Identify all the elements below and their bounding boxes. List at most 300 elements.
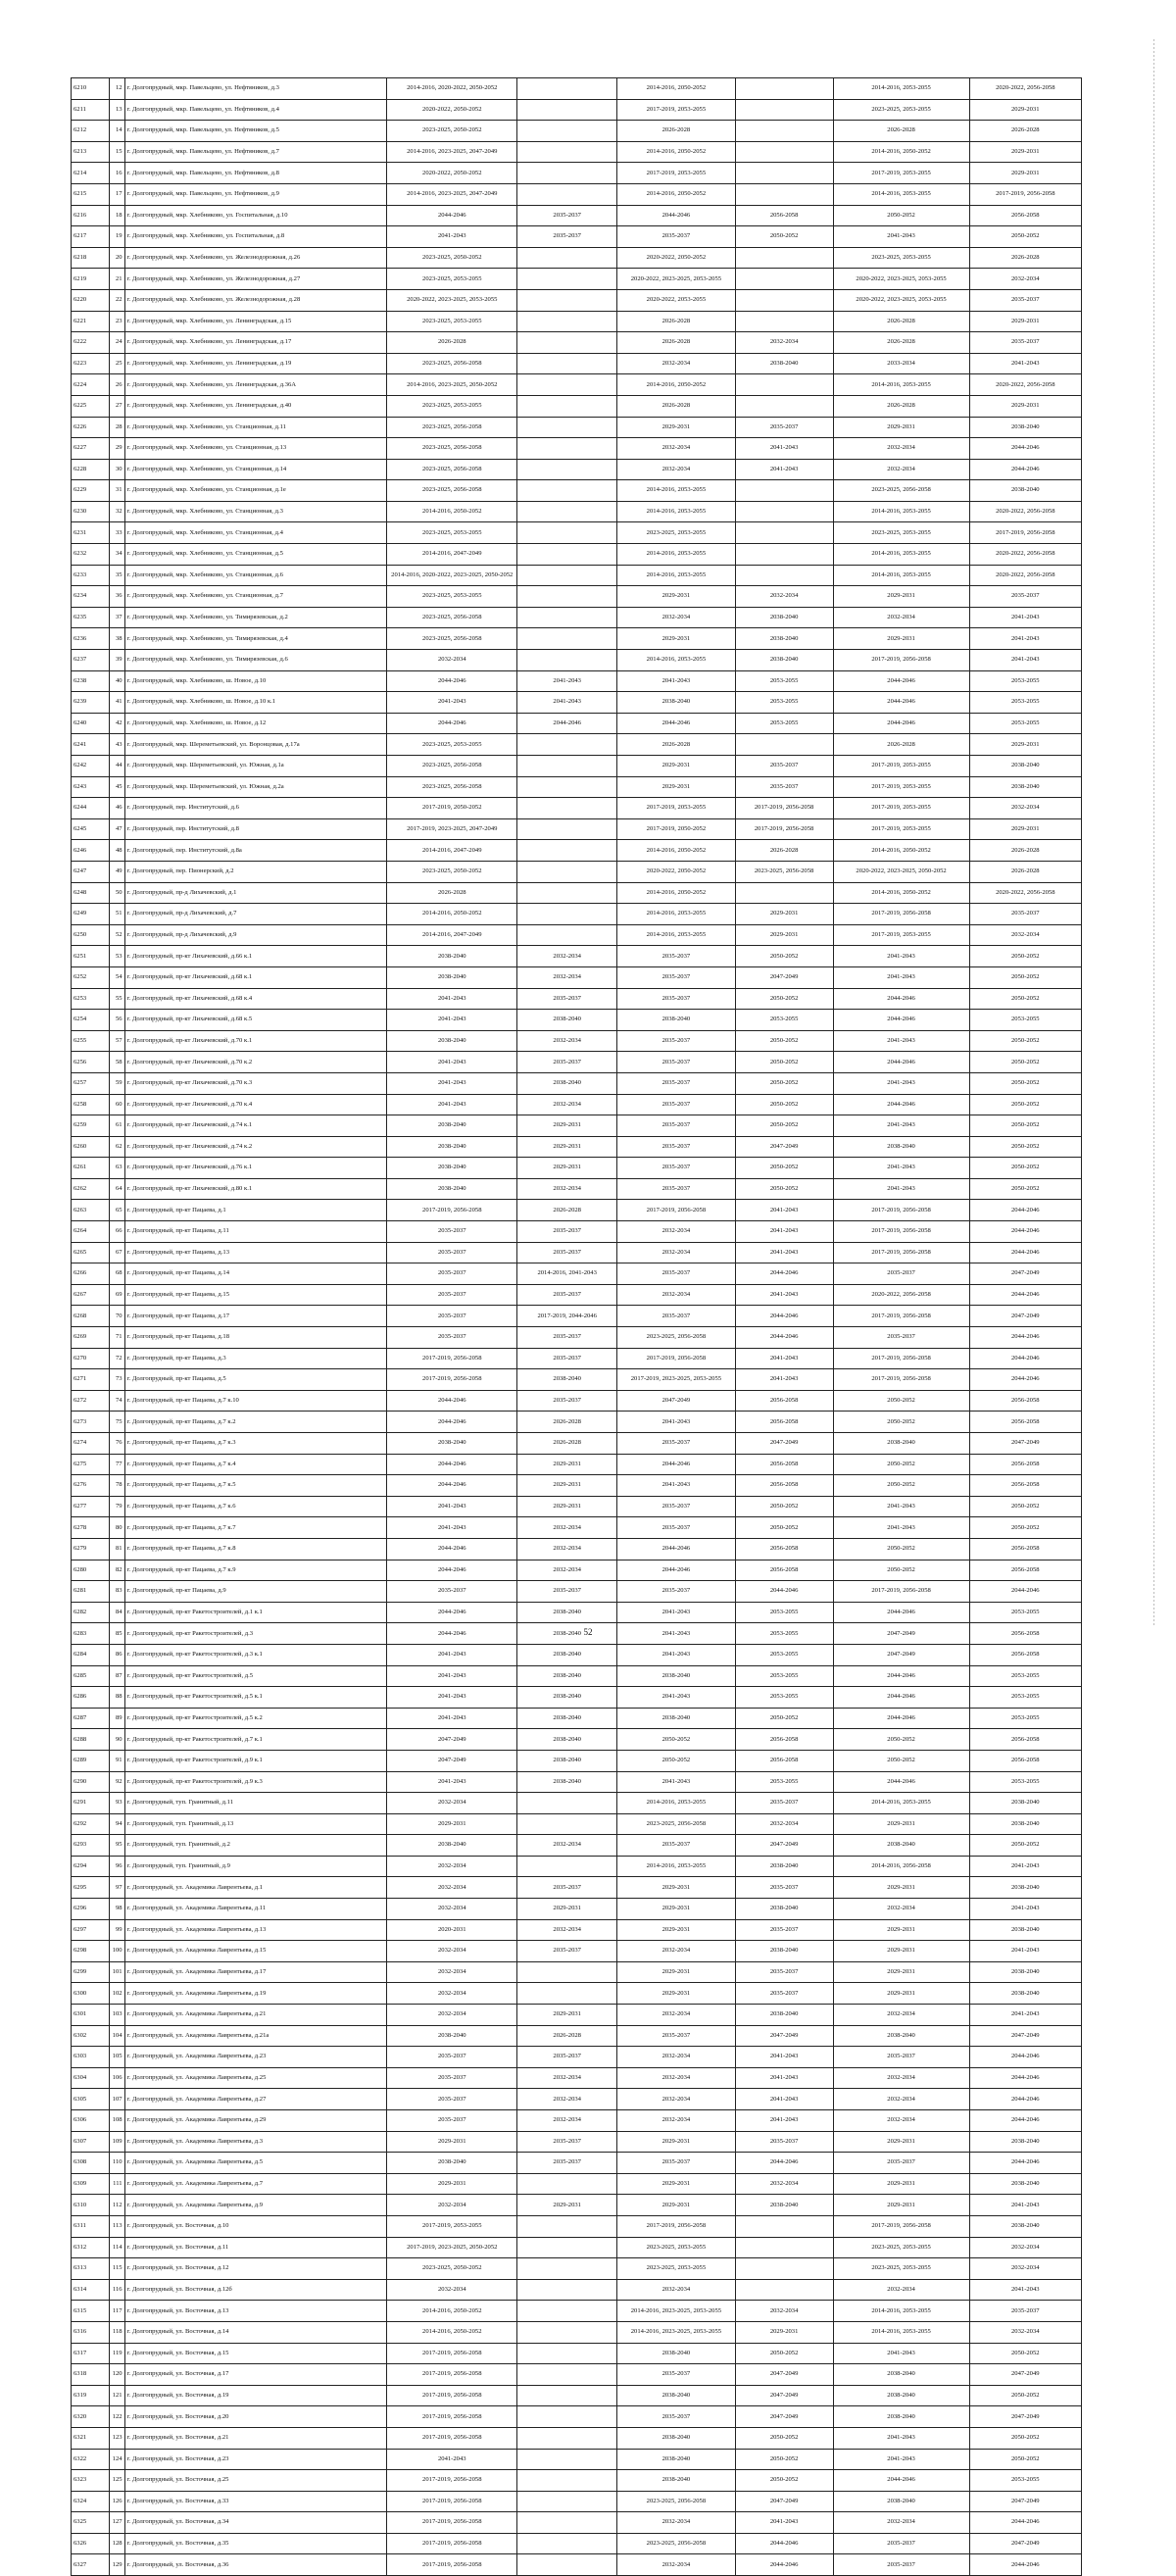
- period-col-4: 2041-2043: [735, 1284, 833, 1306]
- period-col-1: 2038-2040: [387, 1835, 517, 1857]
- period-col-5: 2044-2046: [833, 1010, 969, 1031]
- table-row: [72, 501, 1082, 522]
- table-row: [72, 2321, 1082, 2343]
- period-col-6: 2017-2019, 2056-2058: [969, 183, 1081, 205]
- period-col-2: [517, 121, 617, 142]
- row-number: 128: [110, 2533, 124, 2554]
- period-col-6: 2044-2046: [969, 2089, 1081, 2110]
- period-col-5: 2029-2031: [833, 2131, 969, 2153]
- period-col-3: 2041-2043: [617, 1412, 736, 1433]
- row-id: 6276: [72, 1475, 110, 1497]
- period-col-6: 2041-2043: [969, 628, 1081, 650]
- row-id: 6320: [72, 2406, 110, 2428]
- period-col-5: 2032-2034: [833, 2089, 969, 2110]
- period-col-6: 2044-2046: [969, 459, 1081, 480]
- period-col-5: 2044-2046: [833, 713, 969, 734]
- row-id: 6243: [72, 776, 110, 798]
- address-cell: г. Долгопрудный, мкр. Хлебниково, ул. Ленинградская, д.36А: [124, 374, 387, 396]
- period-col-5: 2029-2031: [833, 1983, 969, 2005]
- period-col-6: 2041-2043: [969, 353, 1081, 374]
- address-cell: г. Долгопрудный, ул. Восточная, д.12: [124, 2258, 387, 2280]
- table-row: [72, 2533, 1082, 2554]
- period-col-2: 2029-2031: [517, 1158, 617, 1179]
- period-col-3: 2029-2031: [617, 756, 736, 777]
- period-col-5: 2044-2046: [833, 1094, 969, 1115]
- period-col-2: [517, 2427, 617, 2449]
- period-col-3: 2032-2034: [617, 2110, 736, 2132]
- table-row: [72, 78, 1082, 100]
- row-id: 6257: [72, 1072, 110, 1094]
- address-cell: г. Долгопрудный, мкр. Хлебниково, ул. Станционная, д.7: [124, 586, 387, 608]
- row-id: 6278: [72, 1517, 110, 1539]
- period-col-1: 2044-2046: [387, 205, 517, 226]
- period-col-6: 2044-2046: [969, 2067, 1081, 2089]
- table-row: [72, 1856, 1082, 1877]
- period-col-5: 2038-2040: [833, 2491, 969, 2512]
- period-col-6: 2026-2028: [969, 861, 1081, 882]
- period-col-4: 2047-2049: [735, 2491, 833, 2512]
- period-col-6: 2044-2046: [969, 1581, 1081, 1603]
- row-number: 121: [110, 2385, 124, 2406]
- period-col-1: 2038-2040: [387, 946, 517, 967]
- table-row: [72, 1306, 1082, 1327]
- period-col-3: 2029-2031: [617, 417, 736, 438]
- period-col-6: 2047-2049: [969, 2025, 1081, 2047]
- row-number: 41: [110, 692, 124, 714]
- period-col-1: 2035-2037: [387, 2067, 517, 2089]
- row-id: 6245: [72, 818, 110, 840]
- table-row: [72, 1263, 1082, 1285]
- period-col-6: 2029-2031: [969, 311, 1081, 332]
- address-cell: г. Долгопрудный, ул. Восточная, д.36: [124, 2554, 387, 2576]
- period-col-4: 2035-2037: [735, 2131, 833, 2153]
- table-row: [72, 1412, 1082, 1433]
- period-col-5: 2020-2022, 2023-2025, 2050-2052: [833, 861, 969, 882]
- row-number: 119: [110, 2343, 124, 2364]
- period-col-6: 2050-2052: [969, 1136, 1081, 1158]
- address-cell: г. Долгопрудный, пр-кт Пацаева, д.7 к.10: [124, 1390, 387, 1412]
- period-col-6: 2050-2052: [969, 1052, 1081, 1073]
- period-col-5: 2029-2031: [833, 628, 969, 650]
- period-col-6: 2035-2037: [969, 2301, 1081, 2322]
- address-cell: г. Долгопрудный, мкр. Хлебниково, ул. Станционная, д.6: [124, 565, 387, 586]
- row-number: 63: [110, 1158, 124, 1179]
- period-col-2: [517, 353, 617, 374]
- period-col-5: 2050-2052: [833, 1454, 969, 1475]
- address-cell: г. Долгопрудный, мкр. Павельцево, ул. Нефтяников, д.3: [124, 78, 387, 100]
- row-number: 98: [110, 1899, 124, 1920]
- period-col-3: 2035-2037: [617, 2406, 736, 2428]
- period-col-4: 2047-2049: [735, 2364, 833, 2386]
- row-id: 6247: [72, 861, 110, 882]
- period-col-1: 2041-2043: [387, 1687, 517, 1709]
- period-col-3: 2044-2046: [617, 1538, 736, 1560]
- table-row: [72, 586, 1082, 608]
- row-id: 6302: [72, 2025, 110, 2047]
- address-cell: г. Долгопрудный, ул. Академика Лаврентьева, д.27: [124, 2089, 387, 2110]
- address-cell: г. Долгопрудный, туп. Гранитный, д.9: [124, 1856, 387, 1877]
- row-number: 106: [110, 2067, 124, 2089]
- period-col-3: 2035-2037: [617, 966, 736, 988]
- row-number: 103: [110, 2005, 124, 2026]
- row-number: 87: [110, 1665, 124, 1687]
- period-col-3: 2014-2016, 2053-2055: [617, 544, 736, 566]
- period-col-5: 2032-2034: [833, 1899, 969, 1920]
- table-row: [72, 776, 1082, 798]
- period-col-2: 2029-2031: [517, 1496, 617, 1517]
- period-col-1: 2041-2043: [387, 1072, 517, 1094]
- table-row: [72, 692, 1082, 714]
- table-body: [72, 78, 1082, 2576]
- period-col-3: 2020-2022, 2023-2025, 2053-2055: [617, 269, 736, 290]
- period-col-3: 2014-2016, 2053-2055: [617, 1856, 736, 1877]
- period-col-2: [517, 311, 617, 332]
- address-cell: г. Долгопрудный, ул. Академика Лаврентьева, д.23: [124, 2047, 387, 2068]
- row-id: 6229: [72, 480, 110, 502]
- period-col-4: 2050-2052: [735, 1517, 833, 1539]
- period-col-3: 2038-2040: [617, 2470, 736, 2492]
- period-col-4: 2053-2055: [735, 670, 833, 692]
- address-cell: г. Долгопрудный, пр-кт Лихачевский, д.80 к.1: [124, 1178, 387, 1200]
- address-cell: г. Долгопрудный, пр-кт Пацаева, д.7 к.4: [124, 1454, 387, 1475]
- period-col-6: 2050-2052: [969, 2385, 1081, 2406]
- period-col-3: 2035-2037: [617, 1178, 736, 1200]
- period-col-1: 2023-2025, 2056-2058: [387, 607, 517, 628]
- period-col-2: [517, 2406, 617, 2428]
- row-id: 6210: [72, 78, 110, 100]
- period-col-1: 2023-2025, 2050-2052: [387, 2258, 517, 2280]
- period-col-1: 2023-2025, 2053-2055: [387, 734, 517, 756]
- period-col-3: 2032-2034: [617, 2279, 736, 2301]
- row-id: 6299: [72, 1961, 110, 1983]
- period-col-5: 2041-2043: [833, 1030, 969, 1052]
- table-row: [72, 1983, 1082, 2005]
- row-number: 71: [110, 1327, 124, 1349]
- row-id: 6324: [72, 2491, 110, 2512]
- period-col-1: 2038-2040: [387, 1115, 517, 1137]
- address-cell: г. Долгопрудный, мкр. Хлебниково, ул. Станционная, д.4: [124, 522, 387, 544]
- table-row: [72, 2195, 1082, 2216]
- period-col-3: 2017-2019, 2053-2055: [617, 163, 736, 184]
- period-col-5: 2041-2043: [833, 946, 969, 967]
- period-col-4: 2050-2052: [735, 1496, 833, 1517]
- period-col-3: 2041-2043: [617, 670, 736, 692]
- scan-edge: [1153, 39, 1154, 1627]
- period-col-5: 2029-2031: [833, 1941, 969, 1962]
- address-cell: г. Долгопрудный, мкр. Хлебниково, ул. Госпитальная, д.8: [124, 226, 387, 248]
- address-cell: г. Долгопрудный, пер. Институтский, д.6: [124, 798, 387, 819]
- period-col-5: 2035-2037: [833, 2554, 969, 2576]
- period-col-3: 2017-2019, 2056-2058: [617, 2215, 736, 2237]
- row-number: 37: [110, 607, 124, 628]
- address-cell: г. Долгопрудный, пр-кт Ракетостроителей, д.9 к.1: [124, 1750, 387, 1771]
- row-id: 6264: [72, 1221, 110, 1243]
- period-col-5: 2029-2031: [833, 1877, 969, 1899]
- period-col-6: 2044-2046: [969, 2153, 1081, 2174]
- period-col-6: 2029-2031: [969, 99, 1081, 121]
- period-col-3: 2023-2025, 2056-2058: [617, 1327, 736, 1349]
- period-col-5: 2033-2034: [833, 353, 969, 374]
- period-col-5: 2014-2016, 2053-2055: [833, 1793, 969, 1814]
- address-cell: г. Долгопрудный, мкр. Хлебниково, ул. Станционная, д.1е: [124, 480, 387, 502]
- period-col-4: 2032-2034: [735, 1813, 833, 1835]
- period-col-3: 2032-2034: [617, 1941, 736, 1962]
- row-id: 6260: [72, 1136, 110, 1158]
- table-row: [72, 2173, 1082, 2195]
- period-col-6: 2041-2043: [969, 2005, 1081, 2026]
- address-cell: г. Долгопрудный, пр-кт Ракетостроителей, д.3 к.1: [124, 1644, 387, 1665]
- row-id: 6248: [72, 882, 110, 904]
- row-number: 13: [110, 99, 124, 121]
- table-row: [72, 1072, 1082, 1094]
- period-col-2: [517, 2512, 617, 2534]
- period-col-6: 2020-2022, 2056-2058: [969, 882, 1081, 904]
- period-col-4: 2056-2058: [735, 1729, 833, 1751]
- address-cell: г. Долгопрудный, пр-кт Пацаева, д.7 к.2: [124, 1412, 387, 1433]
- period-col-1: 2044-2046: [387, 1560, 517, 1581]
- period-col-4: [735, 311, 833, 332]
- period-col-6: 2038-2040: [969, 480, 1081, 502]
- address-cell: г. Долгопрудный, мкр. Хлебниково, ул. Тимирязевская, д.6: [124, 650, 387, 671]
- period-col-5: 2050-2052: [833, 1538, 969, 1560]
- period-col-1: 2026-2028: [387, 332, 517, 354]
- period-col-2: 2035-2037: [517, 2153, 617, 2174]
- period-col-4: 2032-2034: [735, 586, 833, 608]
- period-col-2: 2035-2037: [517, 2131, 617, 2153]
- table-row: [72, 2491, 1082, 2512]
- period-col-1: 2041-2043: [387, 2449, 517, 2470]
- period-col-3: 2038-2040: [617, 2427, 736, 2449]
- period-col-6: 2035-2037: [969, 904, 1081, 925]
- row-number: 127: [110, 2512, 124, 2534]
- table-row: [72, 99, 1082, 121]
- period-col-1: 2023-2025, 2053-2055: [387, 395, 517, 417]
- period-col-4: 2035-2037: [735, 417, 833, 438]
- address-cell: г. Долгопрудный, ул. Восточная, д.19: [124, 2385, 387, 2406]
- period-col-6: 2056-2058: [969, 1538, 1081, 1560]
- period-col-6: 2032-2034: [969, 2237, 1081, 2258]
- period-col-1: 2023-2025, 2053-2055: [387, 269, 517, 290]
- address-cell: г. Долгопрудный, туп. Гранитный, д.11: [124, 1793, 387, 1814]
- period-col-1: 2041-2043: [387, 226, 517, 248]
- row-number: 58: [110, 1052, 124, 1073]
- row-id: 6289: [72, 1750, 110, 1771]
- period-col-6: 2050-2052: [969, 2343, 1081, 2364]
- period-col-3: 2032-2034: [617, 2089, 736, 2110]
- address-cell: г. Долгопрудный, пер. Институтский, д.8: [124, 818, 387, 840]
- period-col-5: 2044-2046: [833, 1708, 969, 1729]
- row-number: 104: [110, 2025, 124, 2047]
- period-col-4: [735, 289, 833, 311]
- period-col-4: [735, 163, 833, 184]
- table-row: [72, 798, 1082, 819]
- period-col-1: 2023-2025, 2056-2058: [387, 353, 517, 374]
- period-col-4: 2050-2052: [735, 226, 833, 248]
- period-col-4: 2041-2043: [735, 1348, 833, 1369]
- row-id: 6327: [72, 2554, 110, 2576]
- period-col-2: 2041-2043: [517, 692, 617, 714]
- period-col-6: 2044-2046: [969, 1348, 1081, 1369]
- period-col-2: [517, 78, 617, 100]
- period-col-5: 2035-2037: [833, 1263, 969, 1285]
- period-col-6: 2029-2031: [969, 395, 1081, 417]
- period-col-6: 2038-2040: [969, 2173, 1081, 2195]
- period-col-2: [517, 2215, 617, 2237]
- period-col-4: 2056-2058: [735, 205, 833, 226]
- period-col-2: [517, 924, 617, 946]
- period-col-6: 2038-2040: [969, 776, 1081, 798]
- row-number: 32: [110, 501, 124, 522]
- row-id: 6254: [72, 1010, 110, 1031]
- address-cell: г. Долгопрудный, ул. Академика Лаврентьева, д.1: [124, 1877, 387, 1899]
- period-col-2: [517, 438, 617, 460]
- period-col-4: 2044-2046: [735, 1306, 833, 1327]
- row-id: 6224: [72, 374, 110, 396]
- period-col-4: 2050-2052: [735, 2470, 833, 2492]
- period-col-4: [735, 734, 833, 756]
- address-cell: г. Долгопрудный, пр-кт Пацаева, д.7 к.9: [124, 1560, 387, 1581]
- table-row: [72, 1242, 1082, 1263]
- period-col-5: 2014-2016, 2053-2055: [833, 501, 969, 522]
- period-col-1: 2020-2022, 2050-2052: [387, 99, 517, 121]
- period-col-6: 2038-2040: [969, 1813, 1081, 1835]
- period-col-2: 2035-2037: [517, 1390, 617, 1412]
- row-id: 6314: [72, 2279, 110, 2301]
- row-id: 6287: [72, 1708, 110, 1729]
- period-col-6: 2050-2052: [969, 1094, 1081, 1115]
- row-number: 77: [110, 1454, 124, 1475]
- address-cell: г. Долгопрудный, мкр. Хлебниково, ул. Госпитальная, д.10: [124, 205, 387, 226]
- table-row: [72, 1369, 1082, 1391]
- table-row: [72, 1158, 1082, 1179]
- period-col-5: 2017-2019, 2056-2058: [833, 904, 969, 925]
- row-id: 6280: [72, 1560, 110, 1581]
- period-col-2: [517, 2470, 617, 2492]
- period-col-2: 2032-2034: [517, 1560, 617, 1581]
- table-row: [72, 1750, 1082, 1771]
- period-col-6: 2032-2034: [969, 798, 1081, 819]
- period-col-1: 2041-2043: [387, 1665, 517, 1687]
- period-col-3: 2035-2037: [617, 2025, 736, 2047]
- table-row: [72, 1729, 1082, 1751]
- period-col-1: 2032-2034: [387, 2005, 517, 2026]
- period-col-5: 2032-2034: [833, 607, 969, 628]
- table-row: [72, 1644, 1082, 1665]
- period-col-2: 2038-2040: [517, 1665, 617, 1687]
- period-col-6: 2020-2022, 2056-2058: [969, 374, 1081, 396]
- address-cell: г. Долгопрудный, пр-кт Ракетостроителей, д.1 к.1: [124, 1602, 387, 1623]
- address-cell: г. Долгопрудный, ул. Восточная, д.21: [124, 2427, 387, 2449]
- period-col-3: 2041-2043: [617, 1771, 736, 1793]
- period-col-5: 2032-2034: [833, 2005, 969, 2026]
- period-col-4: 2053-2055: [735, 1602, 833, 1623]
- address-cell: г. Долгопрудный, ул. Академика Лаврентьева, д.7: [124, 2173, 387, 2195]
- period-col-1: 2023-2025, 2056-2058: [387, 776, 517, 798]
- period-col-6: 2053-2055: [969, 2470, 1081, 2492]
- period-col-6: 2053-2055: [969, 713, 1081, 734]
- table-row: [72, 2047, 1082, 2068]
- period-col-3: 2020-2022, 2053-2055: [617, 289, 736, 311]
- address-cell: г. Долгопрудный, пр-кт Пацаева, д.7 к.6: [124, 1496, 387, 1517]
- table-row: [72, 607, 1082, 628]
- address-cell: г. Долгопрудный, мкр. Хлебниково, ул. Тимирязевская, д.2: [124, 607, 387, 628]
- period-col-3: 2035-2037: [617, 1835, 736, 1857]
- row-id: 6218: [72, 247, 110, 269]
- period-col-2: [517, 586, 617, 608]
- period-col-6: 2050-2052: [969, 988, 1081, 1010]
- row-number: 91: [110, 1750, 124, 1771]
- period-col-1: 2017-2019, 2056-2058: [387, 2427, 517, 2449]
- period-col-4: 2035-2037: [735, 1961, 833, 1983]
- row-id: 6219: [72, 269, 110, 290]
- period-col-1: 2017-2019, 2053-2055: [387, 2215, 517, 2237]
- period-col-1: 2017-2019, 2056-2058: [387, 2364, 517, 2386]
- address-cell: г. Долгопрудный, ул. Академика Лаврентьева, д.11: [124, 1899, 387, 1920]
- period-col-6: 2026-2028: [969, 121, 1081, 142]
- period-col-3: 2044-2046: [617, 713, 736, 734]
- period-col-5: 2014-2016, 2053-2055: [833, 183, 969, 205]
- period-col-1: 2017-2019, 2056-2058: [387, 2512, 517, 2534]
- period-col-4: 2050-2052: [735, 1115, 833, 1137]
- period-col-3: 2023-2025, 2056-2058: [617, 1813, 736, 1835]
- row-id: 6295: [72, 1877, 110, 1899]
- period-col-5: 2044-2046: [833, 1771, 969, 1793]
- period-col-5: 2044-2046: [833, 1665, 969, 1687]
- address-cell: г. Долгопрудный, ул. Академика Лаврентьева, д.9: [124, 2195, 387, 2216]
- period-col-1: 2014-2016, 2020-2022, 2050-2052: [387, 78, 517, 100]
- period-col-4: 2044-2046: [735, 2554, 833, 2576]
- period-col-1: 2044-2046: [387, 713, 517, 734]
- period-col-4: 2038-2040: [735, 1941, 833, 1962]
- table-row: [72, 1581, 1082, 1603]
- period-col-6: 2044-2046: [969, 1369, 1081, 1391]
- period-col-2: 2035-2037: [517, 226, 617, 248]
- address-cell: г. Долгопрудный, мкр. Хлебниково, ул. Станционная, д.3: [124, 501, 387, 522]
- period-col-4: [735, 501, 833, 522]
- period-col-2: [517, 501, 617, 522]
- period-col-5: 2050-2052: [833, 1390, 969, 1412]
- period-col-3: 2035-2037: [617, 1158, 736, 1179]
- period-col-5: 2014-2016, 2053-2055: [833, 544, 969, 566]
- row-id: 6315: [72, 2301, 110, 2322]
- address-cell: г. Долгопрудный, ул. Восточная, д.10: [124, 2215, 387, 2237]
- row-number: 78: [110, 1475, 124, 1497]
- period-col-4: 2041-2043: [735, 438, 833, 460]
- table-row: [72, 183, 1082, 205]
- row-id: 6285: [72, 1665, 110, 1687]
- row-id: 6213: [72, 141, 110, 163]
- row-id: 6293: [72, 1835, 110, 1857]
- table-row: [72, 1877, 1082, 1899]
- period-col-2: 2038-2040: [517, 1623, 617, 1645]
- period-col-2: [517, 99, 617, 121]
- row-number: 35: [110, 565, 124, 586]
- row-number: 80: [110, 1517, 124, 1539]
- period-col-5: 2017-2019, 2053-2055: [833, 818, 969, 840]
- period-col-5: 2041-2043: [833, 2449, 969, 2470]
- period-col-3: 2020-2022, 2050-2052: [617, 247, 736, 269]
- table-row: [72, 121, 1082, 142]
- period-col-4: 2041-2043: [735, 1369, 833, 1391]
- address-cell: г. Долгопрудный, мкр. Хлебниково, ул. Железнодорожная, д.28: [124, 289, 387, 311]
- period-col-5: 2038-2040: [833, 2364, 969, 2386]
- period-col-6: 2041-2043: [969, 2279, 1081, 2301]
- period-col-4: [735, 183, 833, 205]
- period-col-2: 2035-2037: [517, 1348, 617, 1369]
- period-col-2: 2038-2040: [517, 1369, 617, 1391]
- row-id: 6240: [72, 713, 110, 734]
- row-number: 29: [110, 438, 124, 460]
